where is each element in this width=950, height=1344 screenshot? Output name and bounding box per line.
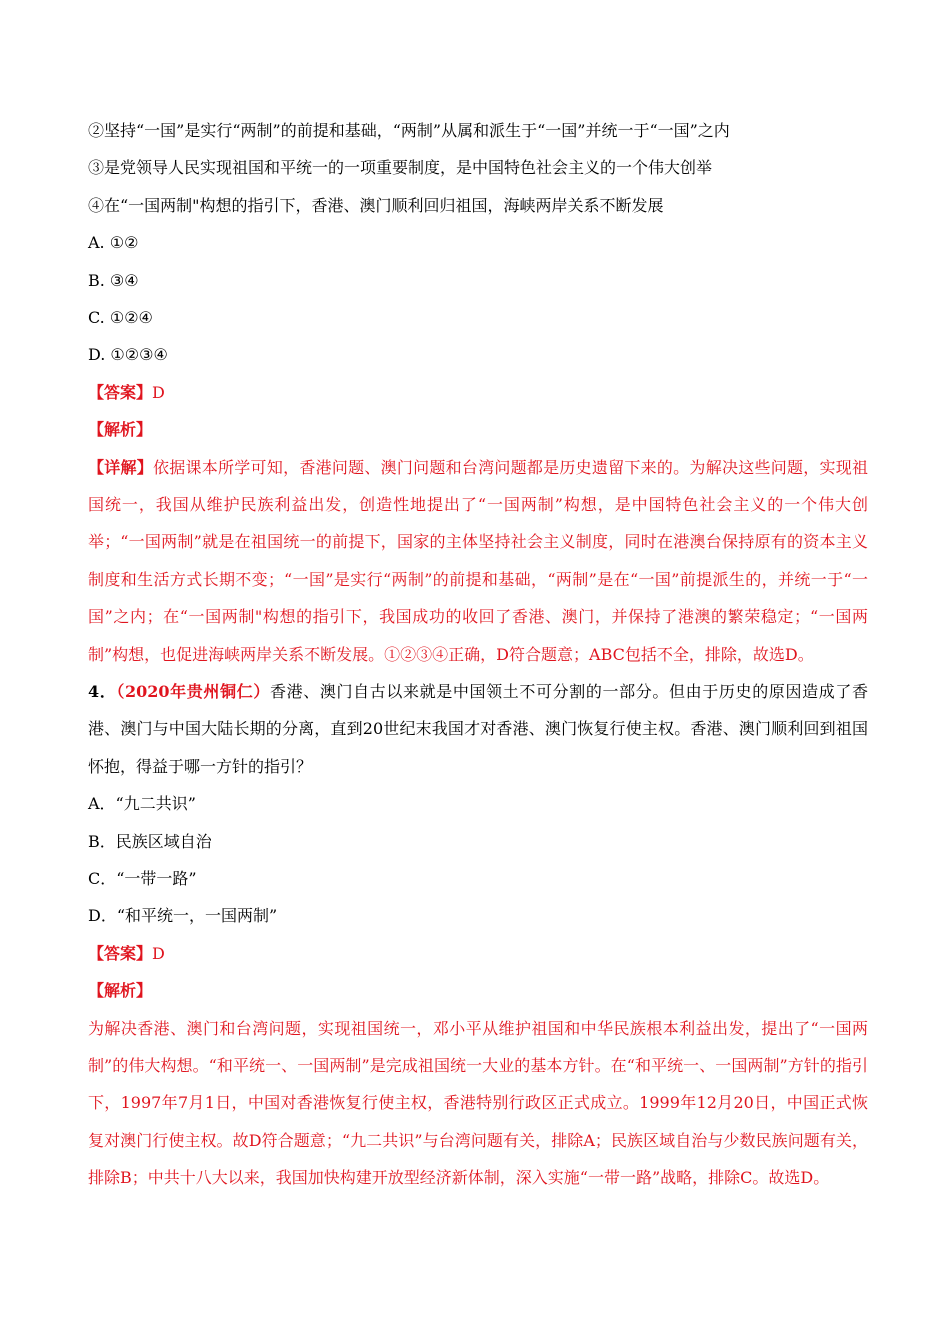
q3-option-d: D. ①②③④ xyxy=(88,345,168,365)
q3-analysis-label: 【解析】 xyxy=(88,420,153,440)
q3-item-2: ②坚持“一国”是实行“两制”的前提和基础，“两制”从属和派生于“一国”并统一于“一国”之内 xyxy=(88,121,730,140)
document-page xyxy=(88,112,868,1197)
q3-answer-value: D xyxy=(152,382,165,402)
q4-stem: 香港、澳门自古以来就是中国领土不可分割的一部分。但由于历史的原因造成了香港、澳门与中国大陆长期的分离，直到20世纪末我国才对香港、澳门恢复行使主权。香港、澳门顺利回到祖国怀抱，得益于哪一方针的指引？ xyxy=(88,681,868,776)
q3-answer-label: 【答案】 xyxy=(88,382,153,402)
q4-answer xyxy=(88,935,868,972)
q3-detail-text: 依据课本所学可知，香港问题、澳门问题和台湾问题都是历史遗留下来的。为解决这些问题，实现祖国统一，我国从维护民族利益出发，创造性地提出了“一国两制”构想，是中国特色社会主义的一个伟大创举；“一国两制”就是在祖国统一的前提下，国家的主体坚持社会主义制度，同时在港澳台保持原有的资本主义制度和生活方式长期不变；“一国”是实行“两制”的前提和基础，“两制”是在“一国”前提派生的，并统一于“一国”之内；在“一国两制"构想的指引下，我国成功的收回了香港、澳门，并保持了港澳的繁荣稳定；“一国两制”构想，也促进海峡两岸关系不断发展。①②③④正确，D符合题意；ABC包括不全，排除，故选D。 xyxy=(88,457,868,664)
q3-item-3: ③是党领导人民实现祖国和平统一的一项重要制度，是中国特色社会主义的一个伟大创举 xyxy=(88,158,713,178)
q3-option-a: A. ①② xyxy=(88,233,139,253)
q4-analysis-text: 为解决香港、澳门和台湾问题，实现祖国统一，邓小平从维护祖国和中华民族根本利益出发，提出了“一国两制”的伟大构想。“和平统一、一国两制”是完成祖国统一大业的基本方针。在“和平统一、一国两制”方针的指引下，1997年7月1日，中国对香港恢复行使主权，香港特别行政区正式成立。1999年12月20日，中国正式恢复对澳门行使主权。故D符合题意；“九二共识”与台湾问题有关，排除A；民族区域自治与少数民族问题有关，排除B；中共十八大以来，我国加快构建开放型经济新体制，深入实施“一带一路”战略，排除C。故选D。 xyxy=(88,1018,868,1188)
q3-item-4: ④在“一国两制"构想的指引下，香港、澳门顺利回归祖国，海峡两岸关系不断发展 xyxy=(88,195,664,215)
q3-detail xyxy=(88,449,868,673)
q4-option-d: D．“和平统一，一国两制” xyxy=(88,906,278,926)
q4-option-a: A．“九二共识” xyxy=(88,794,196,814)
q4-number: 4． xyxy=(88,681,117,701)
q3-answer xyxy=(88,374,868,411)
q4-answer-label: 【答案】 xyxy=(88,943,153,963)
q4-option-c: C．“一带一路” xyxy=(88,868,197,888)
q4-answer-value: D xyxy=(152,943,165,963)
q4-option-b: B．民族区域自治 xyxy=(88,831,212,851)
q3-option-c: C. ①②④ xyxy=(88,307,153,327)
q4-question xyxy=(88,673,868,785)
q3-option-b: B. ③④ xyxy=(88,270,139,290)
q4-analysis-label: 【解析】 xyxy=(88,981,153,1001)
q3-detail-label: 【详解】 xyxy=(88,457,154,477)
q4-source: （2020年贵州铜仁） xyxy=(116,681,270,701)
